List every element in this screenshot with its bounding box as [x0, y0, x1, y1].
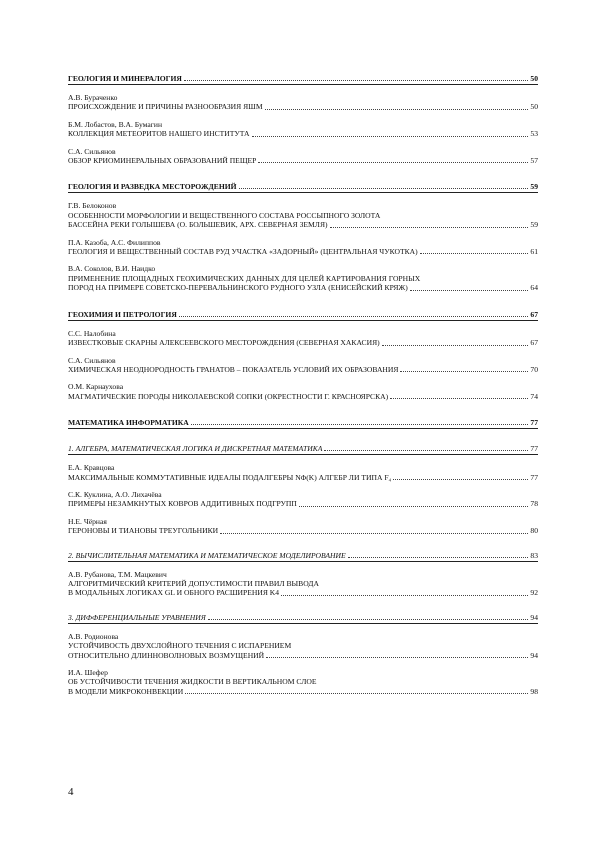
- entry-title-row: [68, 365, 538, 374]
- entry-page-number: 74: [530, 391, 538, 401]
- entry-page-number: 98: [530, 686, 538, 696]
- dot-leader: [390, 398, 528, 399]
- entry-title-line: ОТНОСИТЕЛЬНО ДЛИННОВОЛНОВЫХ ВОЗМУЩЕНИЙ: [68, 650, 265, 660]
- entry-title-line: ОСОБЕННОСТИ МОРФОЛОГИИ И ВЕЩЕСТВЕННОГО СОСТАВА РОССЫПНОГО ЗОЛОТА: [68, 210, 381, 220]
- entry-page-number: 78: [530, 499, 538, 509]
- toc-section: [68, 607, 538, 696]
- entry-title-line: В МОДАЛЬНЫХ ЛОГИКАХ GL И ОБНОГО РАСШИРЕНИЯ K4: [68, 588, 280, 598]
- toc-entry[interactable]: [68, 570, 538, 598]
- toc-entry[interactable]: [68, 147, 538, 166]
- section-title: МАТЕМАТИКА ИНФОРМАТИКА: [68, 418, 189, 428]
- entry-title-row: [68, 526, 538, 535]
- toc-section: [68, 304, 538, 401]
- table-of-contents: [68, 68, 538, 696]
- section-page-number: 50: [530, 74, 538, 83]
- entry-page-number: 80: [530, 526, 538, 536]
- entry-authors: А.В. Рубанова, Т.М. Мацкевич: [68, 569, 167, 579]
- section-heading[interactable]: [68, 304, 538, 319]
- toc-entry[interactable]: [68, 382, 538, 401]
- entry-authors: Е.А. Кравцова: [68, 463, 115, 473]
- entry-title-line: ГЕРОНОВЫ И ТИАНОВЫ ТРЕУГОЛЬНИКИ: [68, 526, 219, 536]
- toc-section: [68, 545, 538, 598]
- entry-title-row: [68, 651, 538, 660]
- section-rule: [68, 623, 538, 624]
- dot-leader: [239, 188, 529, 189]
- dot-leader: [281, 595, 528, 596]
- dot-leader: [400, 371, 528, 372]
- section-rule: [68, 428, 538, 429]
- section-title: 2. ВЫЧИСЛИТЕЛЬНАЯ МАТЕМАТИКА И МАТЕМАТИЧЕСКОЕ МОДЕЛИРОВАНИЕ: [68, 550, 346, 560]
- section-title: 1. АЛГЕБРА, МАТЕМАТИЧЕСКАЯ ЛОГИКА И ДИСКРЕТНАЯ МАТЕМАТИКА: [68, 444, 323, 454]
- entry-title-row: [68, 283, 538, 292]
- entry-authors: Г.В. Белоконов: [68, 201, 117, 211]
- section-heading[interactable]: [68, 176, 538, 191]
- entry-title-line: УСТОЙЧИВОСТЬ ДВУХСЛОЙНОГО ТЕЧЕНИЯ С ИСПАРЕНИЕМ: [68, 641, 292, 651]
- section-rule: [68, 320, 538, 321]
- entry-authors: И.А. Шефер: [68, 668, 108, 677]
- entry-title-line: ГЕОЛОГИЯ И ВЕЩЕСТВЕННЫЙ СОСТАВ РУД УЧАСТКА «ЗАДОРНЫЙ» (ЦЕНТРАЛЬНАЯ ЧУКОТКА): [68, 247, 418, 257]
- entry-title-line: В МОДЕЛИ МИКРОКОНВЕКЦИИ: [68, 686, 184, 696]
- entry-page-number: 53: [530, 129, 538, 139]
- entry-authors: А.В. Родионова: [68, 631, 119, 641]
- section-page-number: 94: [530, 612, 538, 622]
- toc-entry[interactable]: [68, 356, 538, 375]
- dot-leader: [179, 316, 529, 317]
- toc-section: [68, 176, 538, 292]
- entry-title-line: МАГМАТИЧЕСКИЕ ПОРОДЫ НИКОЛАЕВСКОЙ СОПКИ (ОКРЕСТНОСТИ Г. КРАСНОЯРСКА): [68, 391, 389, 401]
- section-page-number: 67: [530, 309, 538, 319]
- entry-title-line: ПРИМЕРЫ НЕЗАМКНУТЫХ КОВРОВ АДДИТИВНЫХ ПОДГРУПП: [68, 499, 297, 509]
- entry-page-number: 94: [530, 650, 538, 660]
- dot-leader: [266, 657, 528, 658]
- page-number: 4: [68, 786, 74, 798]
- dot-leader: [410, 290, 529, 291]
- entry-page-number: 50: [530, 102, 538, 112]
- section-rule: [68, 84, 538, 85]
- toc-entry[interactable]: [68, 264, 538, 292]
- toc-entry[interactable]: [68, 632, 538, 660]
- section-page-number: 59: [530, 182, 538, 192]
- entry-title-row: [68, 102, 538, 111]
- entry-page-number: 57: [530, 156, 538, 166]
- section-title: ГЕОЛОГИЯ И МИНЕРАЛОГИЯ: [68, 74, 182, 83]
- section-heading[interactable]: [68, 68, 538, 83]
- entry-title-row: [68, 499, 538, 508]
- entry-title-row: [68, 588, 538, 597]
- entry-title-line: МАКСИМАЛЬНЫЕ КОММУТАТИВНЫЕ ИДЕАЛЫ ПОДАЛГЕБРЫ NΦ(K) АЛГЕБР ЛИ ТИПА F₄: [68, 472, 392, 482]
- entry-title-line: АЛГОРИТМИЧЕСКИЙ КРИТЕРИЙ ДОПУСТИМОСТИ ПРАВИЛ ВЫВОДА: [68, 578, 319, 588]
- toc-entry[interactable]: [68, 201, 538, 229]
- toc-section: [68, 412, 538, 429]
- entry-title-line: ПОРОД НА ПРИМЕРЕ СОВЕТСКО-ПЕРЕВАЛЬНИНСКОГО РУДНОГО УЗЛА (ЕНИСЕЙСКИЙ КРЯЖ): [68, 283, 408, 293]
- entry-authors: С.А. Сильянов: [68, 355, 116, 365]
- dot-leader: [191, 424, 529, 425]
- entry-authors: О.М. Карнаухова: [68, 382, 124, 392]
- section-heading[interactable]: [68, 607, 538, 622]
- entry-authors: С.А. Сильянов: [68, 146, 116, 156]
- toc-entry[interactable]: [68, 93, 538, 112]
- toc-entry[interactable]: [68, 120, 538, 139]
- entry-page-number: 92: [530, 588, 538, 598]
- entry-authors: А.В. Бураченко: [68, 93, 118, 102]
- toc-entry[interactable]: [68, 329, 538, 348]
- entry-authors: С.С. Налобина: [68, 328, 116, 338]
- toc-entry[interactable]: [68, 238, 538, 257]
- dot-leader: [393, 479, 528, 480]
- entry-title-line: ОБЗОР КРИОМИНЕРАЛЬНЫХ ОБРАЗОВАНИЙ ПЕЩЕР: [68, 156, 257, 166]
- entry-title-line: ХИМИЧЕСКАЯ НЕОДНОРОДНОСТЬ ГРАНАТОВ – ПОКАЗАТЕЛЬ УСЛОВИЙ ИХ ОБРАЗОВАНИЯ: [68, 364, 399, 374]
- entry-title-row: [68, 473, 538, 482]
- dot-leader: [299, 506, 529, 507]
- entry-title-line: ПРИМЕНЕНИЕ ПЛОЩАДНЫХ ГЕОХИМИЧЕСКИХ ДАННЫХ ДЛЯ ЦЕЛЕЙ КАРТИРОВАНИЯ ГОРНЫХ: [68, 273, 421, 283]
- toc-entry[interactable]: [68, 517, 538, 536]
- dot-leader: [258, 162, 528, 163]
- dot-leader: [382, 345, 529, 346]
- entry-title-line: КОЛЛЕКЦИЯ МЕТЕОРИТОВ НАШЕГО ИНСТИТУТА: [68, 129, 250, 139]
- section-page-number: 83: [530, 550, 538, 560]
- entry-title-row: [68, 247, 538, 256]
- entry-authors: Н.Е. Чёрная: [68, 516, 107, 526]
- section-title: 3. ДИФФЕРЕНЦИАЛЬНЫЕ УРАВНЕНИЯ: [68, 612, 206, 622]
- entry-title-line: ПРОИСХОЖДЕНИЕ И ПРИЧИНЫ РАЗНООБРАЗИЯ ЯШМ: [68, 102, 263, 112]
- toc-section: [68, 438, 538, 535]
- dot-leader: [348, 557, 529, 558]
- section-page-number: 77: [530, 418, 538, 428]
- section-heading[interactable]: [68, 412, 538, 427]
- entry-title-row: [68, 129, 538, 138]
- entry-title-row: [68, 220, 538, 229]
- entry-title-line: ИЗВЕСТКОВЫЕ СКАРНЫ АЛЕКСЕЕВСКОГО МЕСТОРОЖДЕНИЯ (СЕВЕРНАЯ ХАКАСИЯ): [68, 338, 380, 348]
- entry-page-number: 61: [530, 247, 538, 257]
- entry-title-line: ОБ УСТОЙЧИВОСТИ ТЕЧЕНИЯ ЖИДКОСТИ В ВЕРТИКАЛЬНОМ СЛОЕ: [68, 677, 317, 687]
- section-heading[interactable]: [68, 438, 538, 453]
- toc-section: [68, 68, 538, 165]
- section-title: ГЕОХИМИЯ И ПЕТРОЛОГИЯ: [68, 309, 177, 319]
- entry-title-row: [68, 687, 538, 696]
- dot-leader: [220, 533, 528, 534]
- entry-title-row: [68, 338, 538, 347]
- dot-leader: [252, 136, 529, 137]
- dot-leader: [420, 253, 529, 254]
- entry-authors: П.А. Казоба, А.С. Филиппов: [68, 237, 161, 247]
- toc-entry[interactable]: [68, 490, 538, 509]
- entry-title-row: [68, 156, 538, 165]
- section-title: ГЕОЛОГИЯ И РАЗВЕДКА МЕСТОРОЖДЕНИЙ: [68, 182, 237, 192]
- entry-page-number: 70: [530, 364, 538, 374]
- dot-leader: [324, 450, 528, 451]
- dot-leader: [185, 693, 528, 694]
- entry-title-line: БАССЕЙНА РЕКИ ГОЛЫШЕВА (О. БОЛЬШЕВИК, АРХ. СЕВЕРНАЯ ЗЕМЛЯ): [68, 220, 328, 230]
- dot-leader: [330, 227, 529, 228]
- entry-page-number: 67: [530, 338, 538, 348]
- entry-authors: С.К. Куклина, А.О. Лихачёва: [68, 489, 162, 499]
- entry-title-row: [68, 392, 538, 401]
- entry-authors: В.А. Соколов, В.И. Наидко: [68, 264, 156, 274]
- dot-leader: [208, 619, 529, 620]
- toc-entry[interactable]: [68, 668, 538, 696]
- entry-page-number: 59: [530, 220, 538, 230]
- section-page-number: 77: [530, 444, 538, 454]
- entry-page-number: 77: [530, 472, 538, 482]
- section-rule: [68, 561, 538, 562]
- section-rule: [68, 454, 538, 455]
- dot-leader: [184, 80, 529, 81]
- section-heading[interactable]: [68, 545, 538, 560]
- section-rule: [68, 192, 538, 193]
- dot-leader: [265, 109, 529, 110]
- entry-authors: Б.М. Лобастов, В.А. Бумагин: [68, 119, 163, 129]
- entry-page-number: 64: [530, 283, 538, 293]
- toc-entry[interactable]: [68, 463, 538, 482]
